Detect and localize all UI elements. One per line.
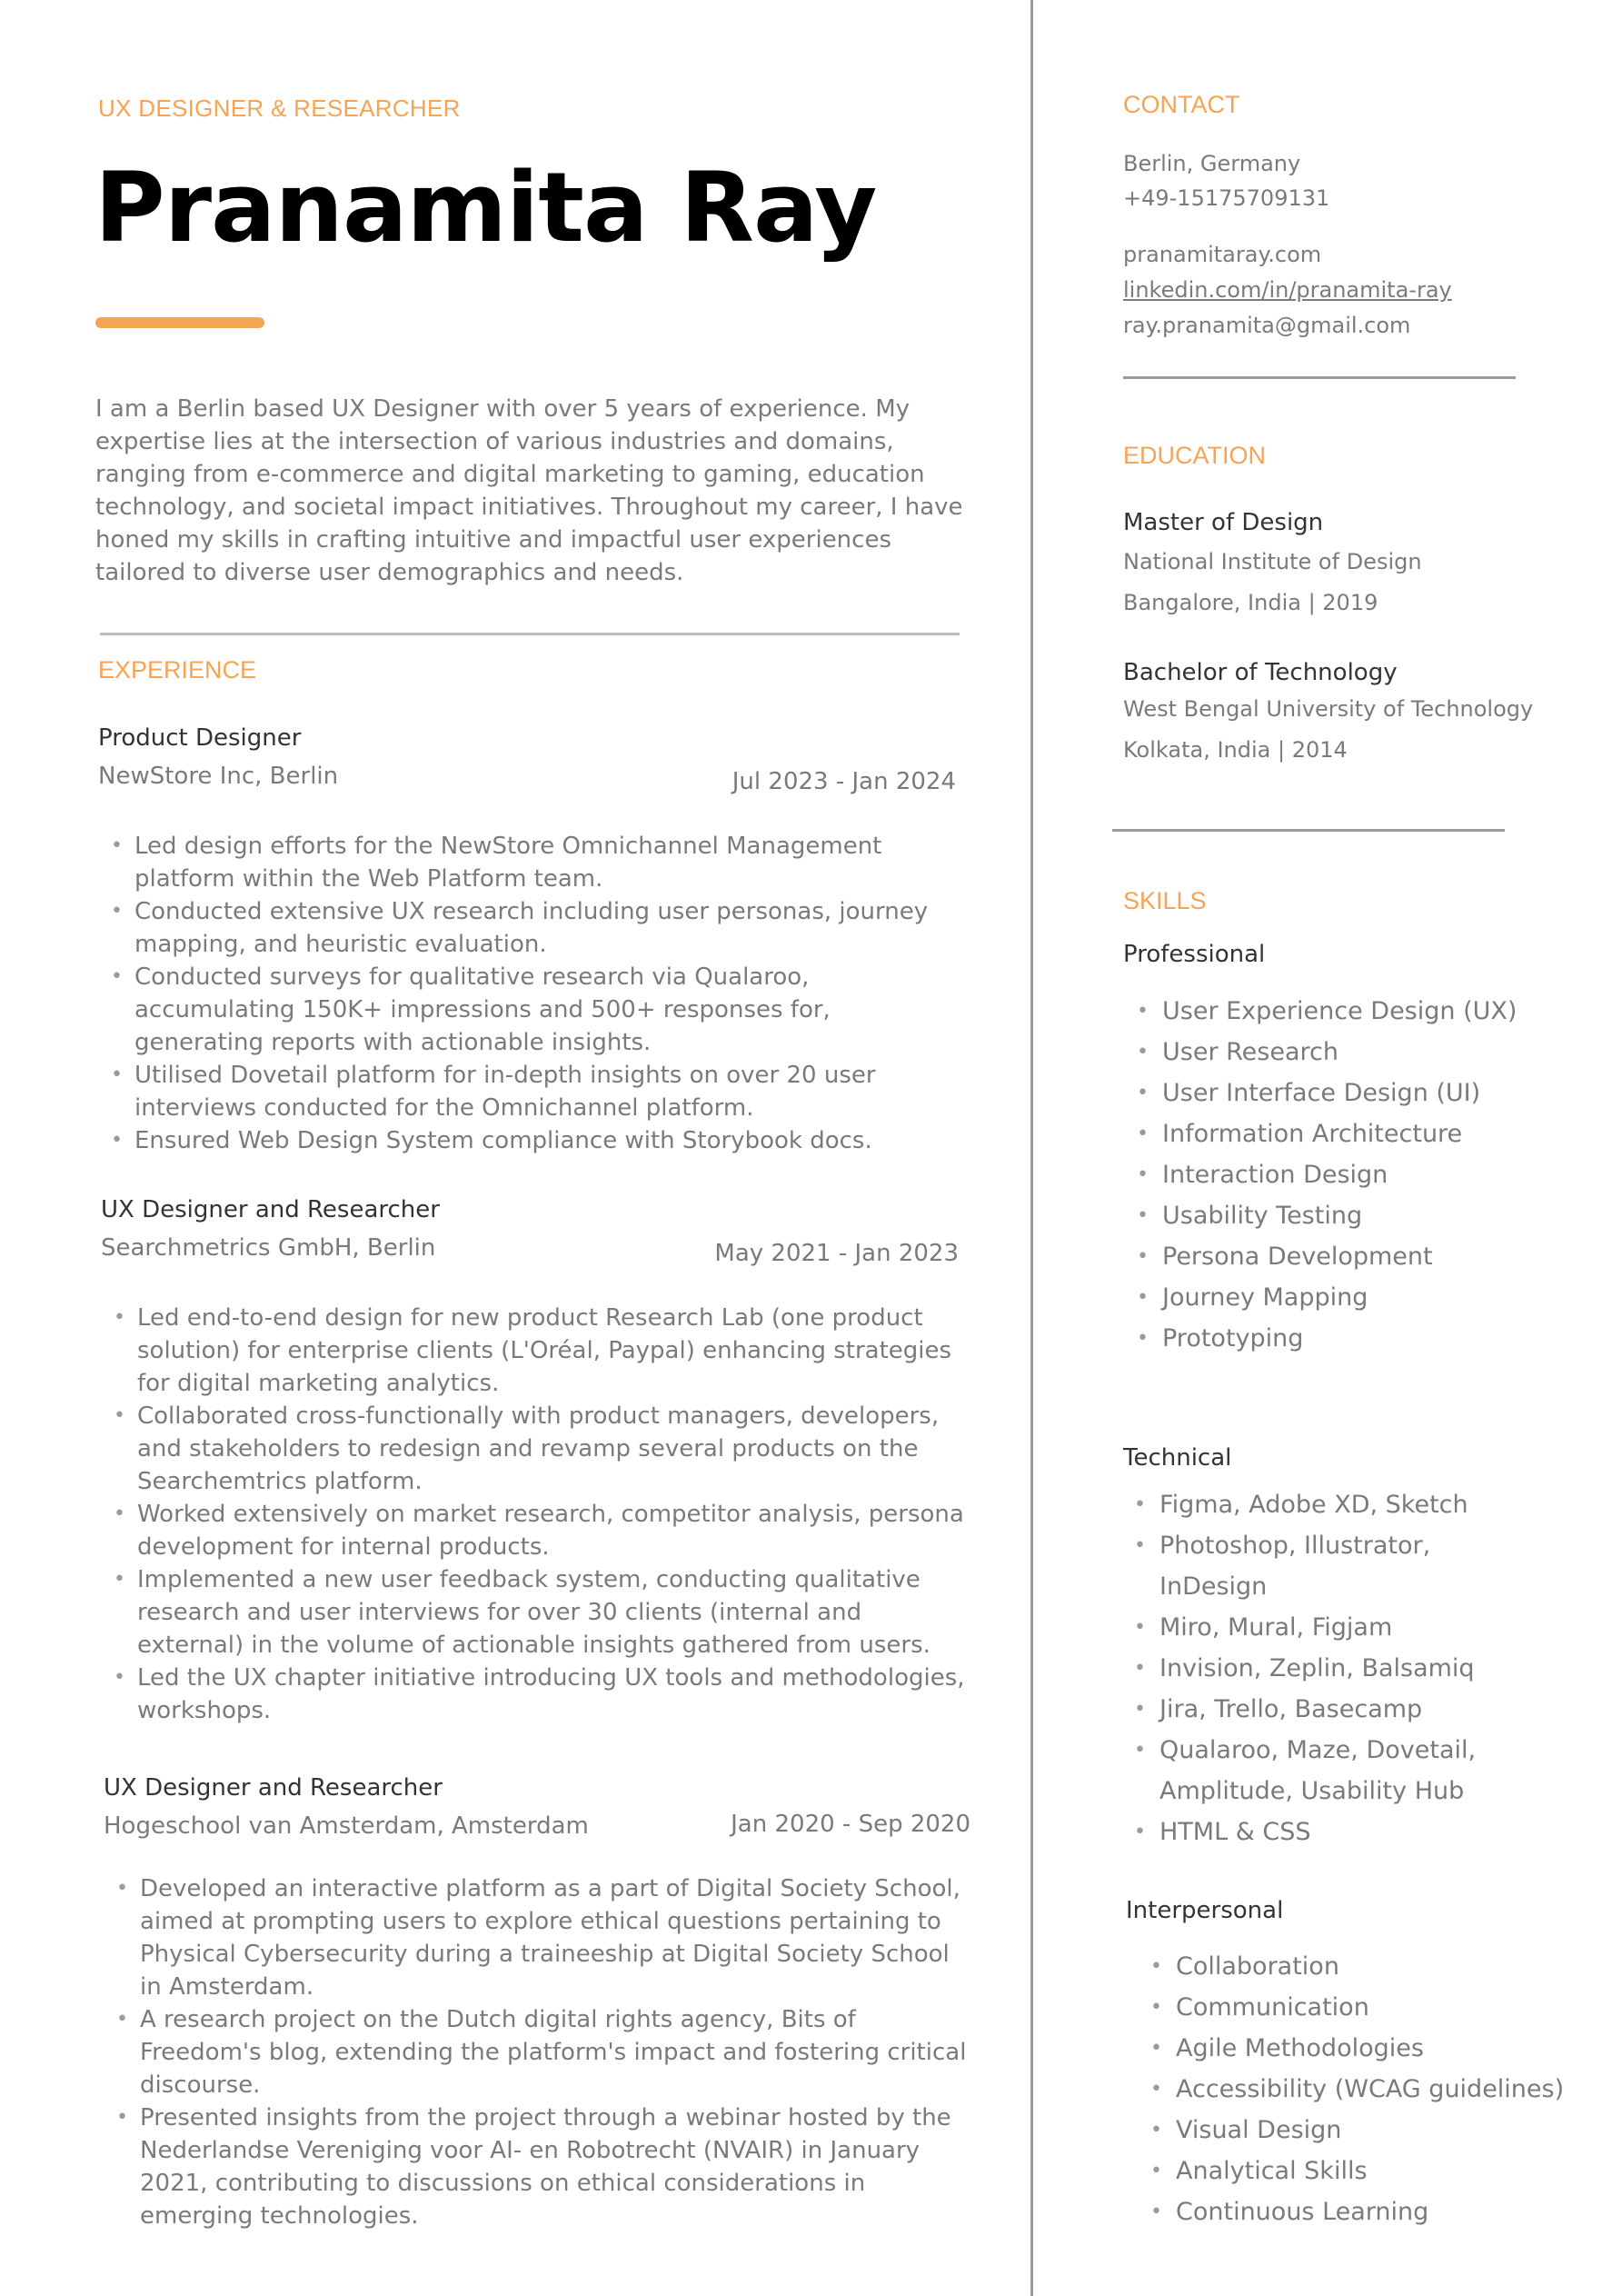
list-item: • Collaboration <box>1138 1946 1592 1987</box>
list-item: • Miro, Mural, Figjam <box>1121 1607 1539 1648</box>
contact-linkedin-link[interactable]: linkedin.com/in/pranamita-ray <box>1123 277 1452 303</box>
job-dates: Jan 2020 - Sep 2020 <box>731 1811 970 1838</box>
job-dates: Jul 2023 - Jan 2024 <box>731 768 956 795</box>
list-item: • Visual Design <box>1138 2110 1592 2151</box>
list-item: • Ensured Web Design System compliance with Storybook docs. <box>95 1124 967 1157</box>
list-item: • Jira, Trello, Basecamp <box>1121 1689 1539 1730</box>
education-degree: Master of Design <box>1123 509 1324 536</box>
list-item: • User Research <box>1124 1032 1560 1073</box>
skills-technical-heading: Technical <box>1123 1444 1232 1472</box>
education-school: West Bengal University of Technology <box>1123 696 1534 722</box>
list-item: • Photoshop, Illustrator, InDesign <box>1121 1525 1539 1607</box>
skills-interpersonal-heading: Interpersonal <box>1126 1897 1284 1924</box>
education-place: Kolkata, India | 2014 <box>1123 737 1348 763</box>
experience-heading: EXPERIENCE <box>98 656 257 684</box>
list-item: • Led design efforts for the NewStore Omnichannel Management platform within the Web Platform team. <box>95 830 967 895</box>
summary-divider <box>100 633 960 635</box>
skills-technical-list <box>1121 1484 1539 1852</box>
skills-interpersonal-list <box>1138 1946 1592 2232</box>
contact-location: Berlin, Germany <box>1123 151 1301 176</box>
list-item: • A research project on the Dutch digital rights agency, Bits of Freedom's blog, extending the platform's impact and fostering critical discourse. <box>100 2003 972 2101</box>
summary-paragraph: I am a Berlin based UX Designer with over 5 years of experience. My expertise lies at the intersection of various industries and domains, ranging from e-commerce and digital marketing to gaming, education technology, and societal impact initiatives. Throughout my career, I have honed my skills in crafting intuitive and impactful user experiences tailored to diverse user demographics and needs. <box>95 395 963 586</box>
list-item: • Conducted surveys for qualitative research via Qualaroo, accumulating 150K+ impressions and 500+ responses for, generating reports with actionable insights. <box>95 961 967 1059</box>
job-title: Product Designer <box>98 724 302 752</box>
accent-bar <box>95 317 264 328</box>
job-org: Hogeschool van Amsterdam, Amsterdam <box>104 1812 589 1840</box>
list-item: • Analytical Skills <box>1138 2151 1592 2191</box>
candidate-name: Pranamita Ray <box>95 152 877 264</box>
job-entry <box>104 1772 970 2232</box>
contact-website[interactable]: pranamitaray.com <box>1123 242 1322 267</box>
list-item: • Presented insights from the project through a webinar hosted by the Nederlandse Vereniging voor AI- en Robotrecht (NVAIR) in January 2021, contributing to discussions on ethical considerations in emerging technologies. <box>100 2101 972 2232</box>
education-degree: Bachelor of Technology <box>1123 659 1398 686</box>
job-org: Searchmetrics GmbH, Berlin <box>101 1234 436 1262</box>
list-item: • Persona Development <box>1124 1236 1560 1277</box>
education-place: Bangalore, India | 2019 <box>1123 590 1378 615</box>
list-item: • Figma, Adobe XD, Sketch <box>1121 1484 1539 1525</box>
skills-professional-list <box>1124 991 1560 1359</box>
column-divider <box>1030 0 1033 2296</box>
job-org: NewStore Inc, Berlin <box>98 763 339 790</box>
list-item: • Communication <box>1138 1987 1592 2028</box>
list-item: • Qualaroo, Maze, Dovetail, Amplitude, Usability Hub <box>1121 1730 1539 1812</box>
education-school: National Institute of Design <box>1123 549 1422 574</box>
job-title: UX Designer and Researcher <box>104 1774 443 1802</box>
list-item: • Usability Testing <box>1124 1195 1560 1236</box>
list-item: • Collaborated cross-functionally with product managers, developers, and stakeholders to redesign and revamp several products on the Searchemtrics platform. <box>97 1400 970 1498</box>
list-item: • Invision, Zeplin, Balsamiq <box>1121 1648 1539 1689</box>
job-bullets <box>95 830 967 1157</box>
contact-email[interactable]: ray.pranamita@gmail.com <box>1123 313 1411 338</box>
job-bullets <box>97 1302 970 1727</box>
job-title: UX Designer and Researcher <box>101 1196 440 1223</box>
list-item: • Developed an interactive platform as a part of Digital Society School, aimed at prompting users to explore ethical questions pertaining to Physical Cybersecurity during a traineeship at Digital Society School in Amsterdam. <box>100 1872 972 2003</box>
list-item: • User Interface Design (UI) <box>1124 1073 1560 1113</box>
list-item: • Worked extensively on market research, competitor analysis, persona development for internal products. <box>97 1498 970 1563</box>
list-item: • Journey Mapping <box>1124 1277 1560 1318</box>
education-heading: EDUCATION <box>1123 442 1267 469</box>
education-divider <box>1112 829 1505 832</box>
job-dates: May 2021 - Jan 2023 <box>714 1240 959 1267</box>
role-eyebrow: UX DESIGNER & RESEARCHER <box>98 95 461 122</box>
job-bullets <box>100 1872 972 2232</box>
list-item: • Interaction Design <box>1124 1154 1560 1195</box>
contact-divider <box>1123 376 1516 379</box>
list-item: • Agile Methodologies <box>1138 2028 1592 2069</box>
list-item: • Led end-to-end design for new product Research Lab (one product solution) for enterprise clients (L'Oréal, Paypal) enhancing strategies for digital marketing analytics. <box>97 1302 970 1400</box>
job-entry <box>98 723 956 1157</box>
list-item: • User Experience Design (UX) <box>1124 991 1560 1032</box>
list-item: • Utilised Dovetail platform for in-depth insights on over 20 user interviews conducted for the Omnichannel platform. <box>95 1059 967 1124</box>
list-item: • Continuous Learning <box>1138 2191 1592 2232</box>
list-item: • Accessibility (WCAG guidelines) <box>1138 2069 1592 2110</box>
job-entry <box>101 1194 965 1727</box>
list-item: • Information Architecture <box>1124 1113 1560 1154</box>
list-item: • Led the UX chapter initiative introducing UX tools and methodologies, workshops. <box>97 1662 970 1727</box>
contact-phone[interactable]: +49-15175709131 <box>1123 185 1330 211</box>
skills-professional-heading: Professional <box>1123 941 1266 968</box>
skills-heading: SKILLS <box>1123 887 1207 914</box>
contact-heading: CONTACT <box>1123 91 1240 118</box>
list-item: • Implemented a new user feedback system, conducting qualitative research and user interviews for over 30 clients (internal and external) in the volume of actionable insights gathered from users. <box>97 1563 970 1662</box>
list-item: • HTML & CSS <box>1121 1812 1539 1852</box>
list-item: • Conducted extensive UX research including user personas, journey mapping, and heuristic evaluation. <box>95 895 967 961</box>
list-item: • Prototyping <box>1124 1318 1560 1359</box>
